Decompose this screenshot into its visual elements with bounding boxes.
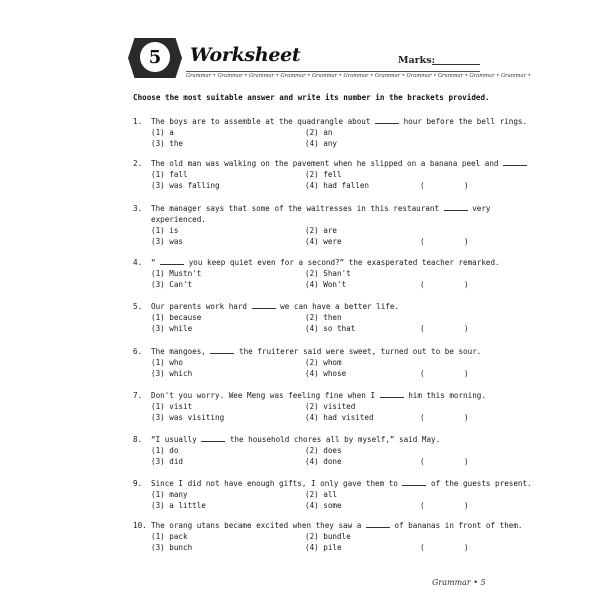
stem-text: The boys are to assemble at the quadrangle about bbox=[151, 117, 371, 126]
option: (1) is bbox=[151, 226, 179, 235]
strip-word: Grammar bbox=[312, 73, 338, 79]
question-9 bbox=[133, 478, 532, 511]
option: (3) Can't bbox=[151, 280, 193, 289]
bracket-open: ( bbox=[420, 413, 425, 422]
strip-dot: • bbox=[211, 73, 218, 79]
bracket-close: ) bbox=[464, 457, 469, 466]
option: (4) pile bbox=[305, 543, 342, 552]
stem-text: very bbox=[472, 204, 491, 213]
stem-text: we can have a better life. bbox=[280, 302, 400, 311]
option: (1) because bbox=[151, 313, 202, 322]
option: (3) did bbox=[151, 457, 184, 466]
stem-text: “I usually bbox=[151, 435, 197, 444]
bracket-open: ( bbox=[420, 181, 425, 190]
worksheet-title: Worksheet bbox=[190, 44, 301, 66]
answer-blank[interactable] bbox=[444, 203, 468, 211]
question-10 bbox=[133, 520, 523, 553]
option: (2) whom bbox=[305, 358, 342, 367]
question-4 bbox=[133, 257, 500, 290]
answer-blank[interactable] bbox=[503, 158, 527, 166]
option: (4) whose bbox=[305, 369, 347, 378]
stem-text: of bananas in front of them. bbox=[394, 521, 523, 530]
bracket-open: ( bbox=[420, 324, 425, 333]
option: (1) visit bbox=[151, 402, 193, 411]
option: (2) then bbox=[305, 313, 342, 322]
answer-blank[interactable] bbox=[252, 301, 276, 309]
marks-label: Marks: bbox=[398, 55, 436, 66]
question-8 bbox=[133, 434, 483, 467]
stem-text: hour before the bell rings. bbox=[403, 117, 528, 126]
question-number: 6. bbox=[133, 347, 143, 356]
strip-word: Grammar bbox=[501, 73, 527, 79]
strip-dot: • bbox=[337, 73, 344, 79]
option: (1) who bbox=[151, 358, 184, 367]
marks-blank[interactable] bbox=[432, 64, 480, 65]
option: (2) fell bbox=[305, 170, 342, 179]
answer-blank[interactable] bbox=[210, 346, 234, 354]
bracket-open: ( bbox=[420, 457, 425, 466]
bracket-close: ) bbox=[464, 181, 469, 190]
answer-blank[interactable] bbox=[160, 257, 184, 265]
answer-blank[interactable] bbox=[380, 390, 404, 398]
question-stem bbox=[151, 346, 483, 357]
option: (2) visited bbox=[305, 402, 356, 411]
strip-word: Grammar bbox=[217, 73, 243, 79]
strip-dot: • bbox=[368, 73, 375, 79]
stem-text: Don't you worry. Wee Meng was feeling fine when I bbox=[151, 391, 376, 400]
strip-word: Grammar bbox=[406, 73, 432, 79]
strip-dot: • bbox=[305, 73, 312, 79]
strip-word: Grammar bbox=[375, 73, 401, 79]
worksheet-header bbox=[128, 38, 531, 80]
question-stem bbox=[151, 478, 532, 489]
option: (1) do bbox=[151, 446, 179, 455]
question-stem bbox=[151, 390, 486, 401]
bracket-close: ) bbox=[464, 413, 469, 422]
bracket-open: ( bbox=[420, 280, 425, 289]
answer-blank[interactable] bbox=[402, 478, 426, 486]
option: (3) a little bbox=[151, 501, 206, 510]
stem-text: Since I did not have enough gifts, I only gave them to bbox=[151, 479, 398, 488]
option: (2) bundle bbox=[305, 532, 351, 541]
option: (4) had visited bbox=[305, 413, 374, 422]
question-number: 8. bbox=[133, 435, 143, 444]
option: (4) Won't bbox=[305, 280, 347, 289]
stem-text: the household chores all by myself,” said May. bbox=[229, 435, 441, 444]
strip-word: Grammar bbox=[469, 73, 495, 79]
question-stem bbox=[151, 203, 491, 214]
page-footer: Grammar • 5 bbox=[432, 578, 486, 587]
option: (4) had fallen bbox=[305, 181, 370, 190]
stem-text: of the guests present. bbox=[431, 479, 532, 488]
bracket-open: ( bbox=[420, 501, 425, 510]
stem-text: The old man was walking on the pavement when he slipped on a banana peel and bbox=[151, 159, 499, 168]
question-number: 5. bbox=[133, 302, 143, 311]
option: (1) a bbox=[151, 128, 174, 137]
option: (4) some bbox=[305, 501, 342, 510]
strip-word: Grammar bbox=[249, 73, 275, 79]
strip-dot: • bbox=[274, 73, 281, 79]
option: (3) was bbox=[151, 237, 184, 246]
strip-dot: • bbox=[242, 73, 249, 79]
option: (4) any bbox=[305, 139, 338, 148]
question-stem bbox=[151, 301, 483, 312]
question-number: 2. bbox=[133, 159, 143, 168]
question-stem bbox=[151, 434, 483, 445]
option: (4) were bbox=[305, 237, 342, 246]
stem-text: Our parents work hard bbox=[151, 302, 248, 311]
option: (2) all bbox=[305, 490, 338, 499]
bracket-close: ) bbox=[464, 237, 469, 246]
option: (1) pack bbox=[151, 532, 188, 541]
question-number: 4. bbox=[133, 258, 143, 267]
strip-dot: • bbox=[526, 73, 531, 79]
option: (2) does bbox=[305, 446, 342, 455]
question-3 bbox=[133, 203, 491, 247]
question-number: 7. bbox=[133, 391, 143, 400]
question-stem bbox=[151, 158, 499, 169]
stem-text: you keep quiet even for a second?” the exasperated teacher remarked. bbox=[188, 258, 500, 267]
stem-text: experienced. bbox=[151, 215, 206, 224]
option: (3) was falling bbox=[151, 181, 220, 190]
bracket-close: ) bbox=[464, 543, 469, 552]
stem-text: him this morning. bbox=[408, 391, 486, 400]
bracket-close: ) bbox=[464, 324, 469, 333]
option: (2) are bbox=[305, 226, 338, 235]
option: (3) bunch bbox=[151, 543, 193, 552]
strip-word: Grammar bbox=[186, 73, 212, 79]
option: (3) was visiting bbox=[151, 413, 225, 422]
strip-dot: • bbox=[431, 73, 438, 79]
option: (3) while bbox=[151, 324, 193, 333]
option: (4) done bbox=[305, 457, 342, 466]
strip-dot: • bbox=[463, 73, 470, 79]
option: (2) an bbox=[305, 128, 333, 137]
question-number: 10. bbox=[133, 521, 147, 530]
stem-text: the fruiterer said were sweet, turned out to be sour. bbox=[239, 347, 482, 356]
question-number: 9. bbox=[133, 479, 143, 488]
question-stem bbox=[151, 257, 500, 268]
option: (4) so that bbox=[305, 324, 356, 333]
question-6 bbox=[133, 346, 483, 379]
question-2 bbox=[133, 158, 499, 191]
strip-dot: • bbox=[400, 73, 407, 79]
bracket-open: ( bbox=[420, 237, 425, 246]
grammar-strip bbox=[186, 71, 531, 80]
stem-text: The orang utans became excited when they saw a bbox=[151, 521, 362, 530]
question-1 bbox=[133, 116, 528, 149]
bracket-open: ( bbox=[420, 543, 425, 552]
answer-blank[interactable] bbox=[201, 434, 225, 442]
question-stem bbox=[151, 116, 528, 127]
question-stem bbox=[151, 520, 523, 531]
answer-blank[interactable] bbox=[375, 116, 399, 124]
option: (1) many bbox=[151, 490, 188, 499]
option: (1) fall bbox=[151, 170, 188, 179]
bracket-close: ) bbox=[464, 280, 469, 289]
instructions: Choose the most suitable answer and write its number in the brackets provided. bbox=[133, 93, 490, 102]
question-5 bbox=[133, 301, 483, 334]
question-number: 3. bbox=[133, 204, 143, 213]
option: (3) which bbox=[151, 369, 193, 378]
bracket-close: ) bbox=[464, 369, 469, 378]
bracket-open: ( bbox=[420, 369, 425, 378]
stem-text: The mangoes, bbox=[151, 347, 206, 356]
answer-blank[interactable] bbox=[366, 520, 390, 528]
stem-text: The manager says that some of the waitresses in this restaurant bbox=[151, 204, 440, 213]
bracket-close: ) bbox=[464, 501, 469, 510]
strip-word: Grammar bbox=[438, 73, 464, 79]
option: (2) Shan't bbox=[305, 269, 351, 278]
worksheet-number: 5 bbox=[139, 41, 171, 73]
option: (1) Mustn't bbox=[151, 269, 202, 278]
strip-word: Grammar bbox=[280, 73, 306, 79]
question-number: 1. bbox=[133, 117, 143, 126]
strip-dot: • bbox=[494, 73, 501, 79]
stem-text: “ bbox=[151, 258, 156, 267]
strip-word: Grammar bbox=[343, 73, 369, 79]
option: (3) the bbox=[151, 139, 184, 148]
question-7 bbox=[133, 390, 486, 423]
